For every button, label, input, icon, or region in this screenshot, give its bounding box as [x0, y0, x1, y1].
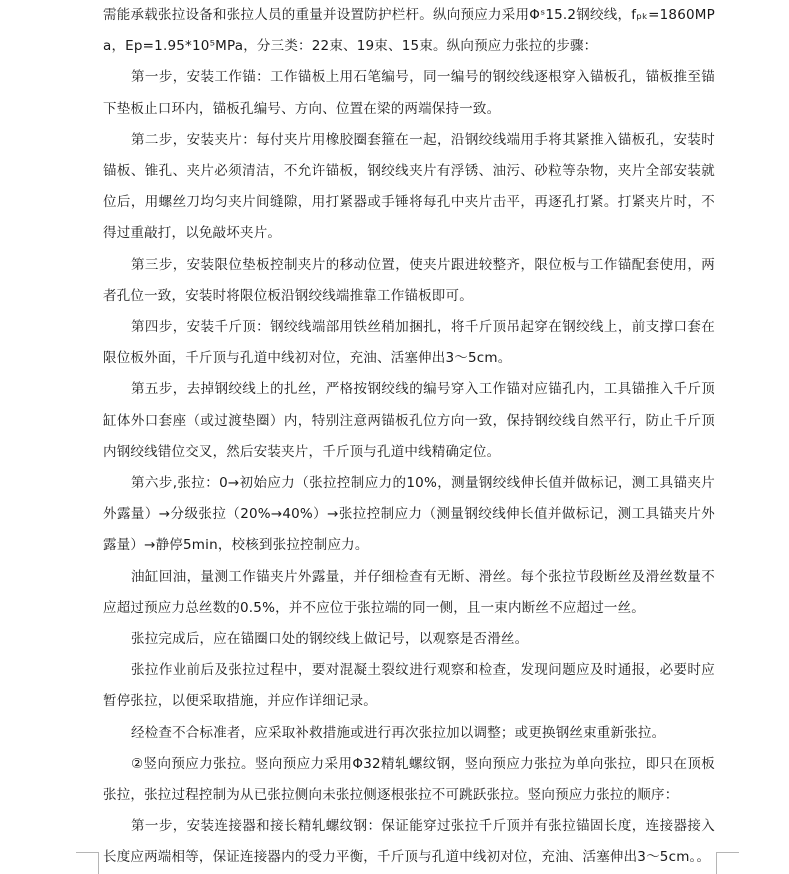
paragraph-observation: 张拉作业前后及张拉过程中，要对混凝土裂纹进行观察和检查，发现问题应及时通报，必要时应暂停张拉，以便采取措施，并应作详细记录。 [103, 662, 715, 710]
paragraph-step-3: 第三步，安装限位垫板控制夹片的移动位置，使夹片跟进较整齐，限位板与工作锚配套使用，两者孔位一致，安装时将限位板沿钢绞线端推靠工作锚板即可。 [103, 256, 715, 304]
paragraph-vertical-step-1: 第一步，安装连接器和接长精轧螺纹钢：保证能穿过张拉千斤顶并有张拉锚固长度，连接器接入长度应两端相等，保证连接器内的受力平衡，千斤顶与孔道中线初对位，充油、活塞伸出3～5cm。。 [103, 818, 715, 866]
document-body [103, 0, 715, 874]
paragraph-vertical-prestress: ②竖向预应力张拉。竖向预应力采用Φ32精轧螺纹钢，竖向预应力张拉为单向张拉，即只在顶板张拉，张拉过程控制为从已张拉侧向未张拉侧逐根张拉不可跳跃张拉。竖向预应力张拉的顺序： [103, 755, 715, 804]
paragraph-step-6: 第六步,张拉：0→初始应力（张拉控制应力的10%，测量钢绞线伸长值并做标记，测工具锚夹片外露量）→分级张拉（20%→40%）→张拉控制应力（测量钢绞线伸长值并做标记，测工具锚夹片外露量）→静停5min，校核到张拉控制应力。 [103, 475, 715, 554]
paragraph-step-1: 第一步，安装工作锚：工作锚板上用石笔编号，同一编号的钢绞线逐根穿入锚板孔，锚板推至锚下垫板止口环内，锚板孔编号、方向、位置在梁的两端保持一致。 [103, 69, 715, 117]
paragraph-marking: 张拉完成后，应在锚圈口处的钢绞线上做记号，以观察是否滑丝。 [131, 631, 529, 648]
paragraph-remedy: 经检查不合标准者，应采取补救措施或进行再次张拉加以调整；或更换钢丝束重新张拉。 [131, 724, 666, 741]
paragraph-continuation: 需能承载张拉设备和张拉人员的重量并设置防护栏杆。纵向预应力采用Φˢ15.2钢绞线，fₚₖ=1860MPa，Ep=1.95*10⁵MPa，分三类：22束、19束、15束。纵向预应力张拉的步骤： [103, 7, 715, 55]
paragraph-step-5: 第五步，去掉钢绞线上的扎丝，严格按钢绞线的编号穿入工作锚对应锚孔内，工具锚推入千斤顶缸体外口套座（或过渡垫圈）内，特别注意两锚板孔位方向一致，保持钢绞线自然平行，防止千斤顶内钢绞线错位交叉，然后安装夹片，千斤顶与孔道中线精确定位。 [103, 381, 715, 460]
paragraph-oil-return: 油缸回油，量测工作锚夹片外露量，并仔细检查有无断、滑丝。每个张拉节段断丝及滑丝数量不应超过预应力总丝数的0.5%，并不应位于张拉端的同一侧，且一束内断丝不应超过一丝。 [103, 568, 715, 616]
page-corner-mark-right [716, 852, 739, 874]
paragraph-step-4: 第四步，安装千斤顶：钢绞线端部用铁丝稍加捆扎，将千斤顶吊起穿在钢绞线上，前支撑口套在限位板外面，千斤顶与孔道中线初对位，充油、活塞伸出3～5cm。 [103, 319, 715, 367]
paragraph-step-2: 第二步，安装夹片：每付夹片用橡胶圈套箍在一起，沿钢绞线端用手将其紧推入锚板孔，安装时锚板、锥孔、夹片必须清洁，不允许锚板，钢绞线夹片有浮锈、油污、砂粒等杂物，夹片全部安装就位后，用螺丝刀均匀夹片间缝隙，用打紧器或手锤将每孔中夹片击平，再逐孔打紧。打紧夹片时，不得过重敲打，以免敲坏夹片。 [103, 131, 715, 242]
page-corner-mark-left [76, 852, 99, 874]
